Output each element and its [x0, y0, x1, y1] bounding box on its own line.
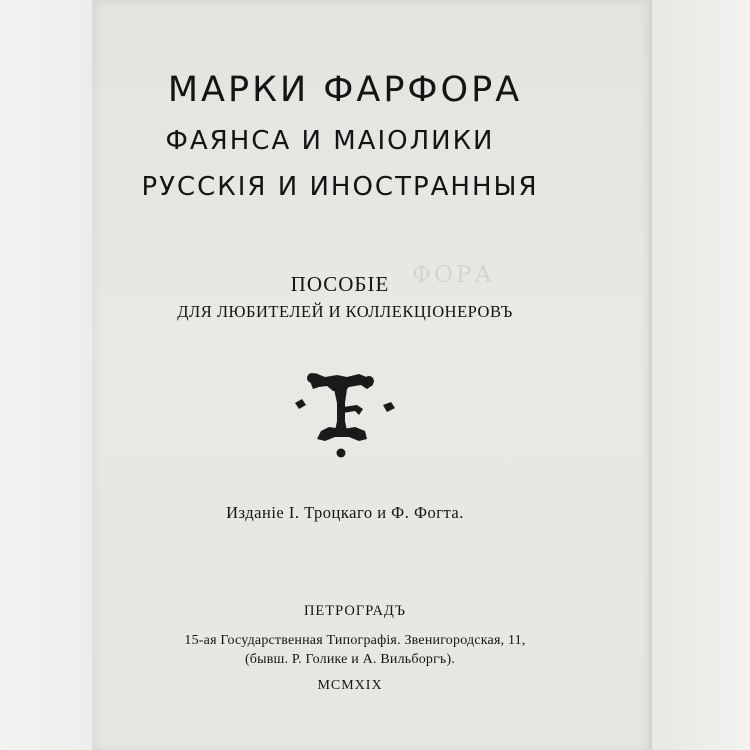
title-line-1: МАРКИ ФАРФОРА — [167, 70, 523, 110]
monogram-f-mark-icon — [285, 365, 405, 465]
mark-middle-bar — [343, 405, 363, 415]
mark-dot-bottom — [337, 449, 346, 458]
mark-dot-left — [295, 399, 306, 409]
mark-curl-left — [307, 373, 317, 383]
subtitle-guide: ПОСОБІЕ — [290, 272, 390, 296]
mark-curl-right — [364, 376, 374, 386]
left-margin-background — [0, 0, 92, 750]
edition-credit: Изданіе І. Троцкаго и Ф. Фогта. — [226, 503, 464, 522]
show-through-text: ФОРА — [412, 262, 495, 288]
imprint-printer-former: (бывш. Р. Голике и А. Вильборгъ). — [244, 652, 456, 667]
imprint-printer: 15-ая Государственная Типографія. Звенигородская, 11, — [184, 633, 526, 648]
monogram-svg — [285, 365, 405, 465]
subtitle-audience: ДЛЯ ЛЮБИТЕЛЕЙ И КОЛЛЕКЦІОНЕРОВЪ — [177, 302, 513, 321]
title-line-3: РУССКІЯ И ИНОСТРАННЫЯ — [141, 172, 539, 202]
imprint-city: ПЕТРОГРАДЪ — [303, 603, 407, 619]
mark-dot-right — [383, 402, 395, 412]
title-line-2: ФАЯНСА И МАІОЛИКИ — [165, 126, 495, 156]
mark-crossbar — [309, 373, 373, 391]
imprint-year: MCMXIX — [317, 678, 383, 693]
page-edge — [648, 0, 652, 750]
mark-base — [317, 427, 367, 441]
right-margin-background — [650, 0, 750, 750]
